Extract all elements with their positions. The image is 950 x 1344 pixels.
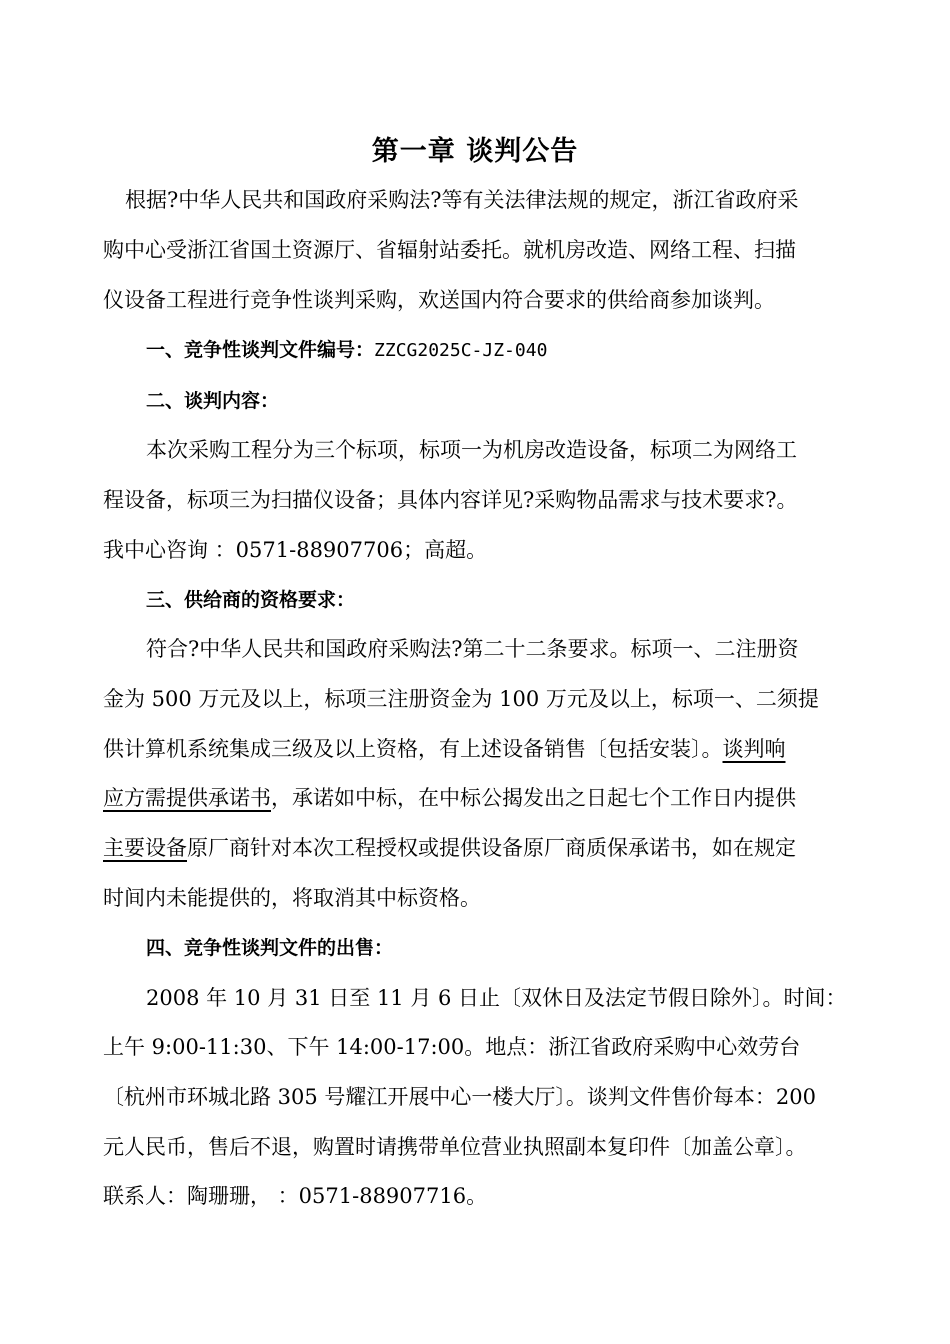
section-1-heading-label: 一、竞争性谈判文件编号： — [146, 339, 375, 361]
underlined-text-3: 主要设备 — [103, 836, 187, 860]
section-4-heading: 四、竞争性谈判文件的出售： — [146, 937, 394, 959]
underlined-text-1: 谈判响 — [722, 737, 786, 761]
section-2-line-2: 程设备，标项三为扫描仪设备；具体内容详见?采购物品需求与技术要求?。 — [103, 488, 798, 512]
section-3-heading: 三、供给商的资格要求： — [146, 589, 356, 611]
section-3-line-1: 符合?中华人民共和国政府采购法?第二十二条要求。标项一、二注册资 — [146, 637, 799, 661]
section-2-line-3: 我中心咨询 ：0571-88907706；高超。 — [103, 538, 488, 562]
intro-line-1: 根据?中华人民共和国政府采购法?等有关法律法规的规定，浙江省政府采 — [125, 188, 799, 212]
section-4-line-4: 元人民币，售后不退，购置时请携带单位营业执照副本复印件〔加盖公章〕。 — [103, 1135, 807, 1159]
intro-line-2: 购中心受浙江省国土资源厅、省辐射站委托。就机房改造、网络工程、扫描 — [103, 238, 796, 262]
document-code: ZZCG2025C-JZ-040 — [374, 340, 548, 361]
intro-line-3: 仪设备工程进行竞争性谈判采购，欢送国内符合要求的供给商参加谈判。 — [103, 288, 775, 312]
section-3-line-5-text: 原厂商针对本次工程授权或提供设备原厂商质保承诺书，如在规定 — [187, 836, 796, 860]
page-title: 第一章 谈判公告 — [371, 136, 579, 167]
section-3-line-6: 时间内未能提供的，将取消其中标资格。 — [103, 886, 481, 910]
section-3-line-5 — [103, 830, 796, 866]
underlined-text-2: 应方需提供承诺书 — [103, 786, 271, 810]
section-3-line-4 — [103, 780, 796, 816]
section-3-line-3-text: 供计算机系统集成三级及以上资格，有上述设备销售〔包括安装〕。 — [103, 737, 723, 761]
section-4-line-2: 上午 9:00-11:30、下午 14:00-17:00。地点：浙江省政府采购中心效劳台 — [103, 1035, 801, 1059]
section-4-line-5: 联系人：陶珊珊， ：0571-88907716。 — [103, 1184, 488, 1208]
section-3-line-3 — [103, 731, 786, 767]
section-1-heading — [146, 332, 547, 368]
section-2-heading: 二、谈判内容： — [146, 390, 280, 412]
section-3-line-4-text: ，承诺如中标，在中标公揭发出之日起七个工作日内提供 — [271, 786, 796, 810]
section-2-line-1: 本次采购工程分为三个标项，标项一为机房改造设备，标项二为网络工 — [146, 438, 797, 462]
section-4-line-1: 2008 年 10 月 31 日至 11 月 6 日止〔双休日及法定节假日除外〕。时间： — [146, 986, 847, 1010]
section-4-line-3: 〔杭州市环城北路 305 号耀江开展中心一楼大厅〕。谈判文件售价每本：200 — [103, 1085, 817, 1109]
section-3-line-2: 金为 500 万元及以上，标项三注册资金为 100 万元及以上，标项一、二须提 — [103, 687, 819, 711]
